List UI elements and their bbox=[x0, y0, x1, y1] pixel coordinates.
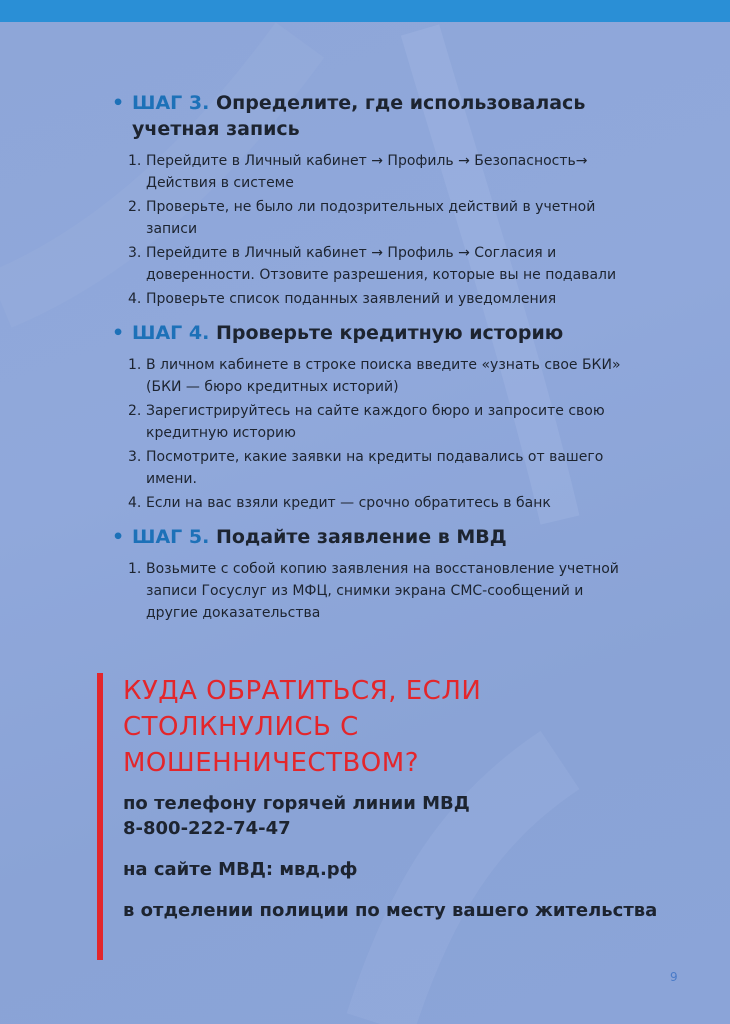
step-3-list bbox=[110, 150, 630, 310]
step-4-heading bbox=[110, 320, 630, 346]
list-item: 3. Посмотрите, какие заявки на кредиты подавались от вашего имени. bbox=[128, 449, 604, 487]
bullet-icon: • bbox=[112, 322, 125, 344]
list-item: 1. В личном кабинете в строке поиска введите «узнать свое БКИ» (БКИ — бюро кредитных историй) bbox=[128, 357, 621, 395]
list-item: 2. Проверьте, не было ли подозрительных действий в учетной записи bbox=[128, 199, 596, 237]
step-5-label: ШАГ 5. bbox=[132, 526, 210, 548]
top-bar bbox=[0, 0, 730, 22]
contact-section bbox=[97, 673, 663, 960]
police-block: в отделении полиции по месту вашего жительства bbox=[123, 900, 658, 921]
step-4-title: Проверьте кредитную историю bbox=[215, 322, 564, 344]
list-item: 2. Зарегистрируйтесь на сайте каждого бюро и запросите свою кредитную историю bbox=[128, 403, 605, 441]
steps-section bbox=[110, 90, 630, 634]
site-block[interactable]: на сайте МВД: мвд.рф bbox=[123, 859, 358, 880]
step-3-heading bbox=[110, 90, 630, 142]
list-item: 3. Перейдите в Личный кабинет → Профиль → Согласия и доверенности. Отзовите разрешения, которые вы не подавали bbox=[128, 245, 617, 283]
step-3-title: Определите, где использовалась учетная запись bbox=[132, 92, 586, 140]
list-item: 4. Проверьте список поданных заявлений и уведомления bbox=[128, 291, 557, 307]
hotline-block bbox=[123, 791, 663, 841]
list-item: 1. Возьмите с собой копию заявления на восстановление учетной записи Госуслуг из МФЦ, снимки экрана СМС-сообщений и другие доказательства bbox=[128, 561, 619, 621]
step-4-list bbox=[110, 354, 630, 514]
hotline-label: по телефону горячей линии МВД bbox=[123, 793, 470, 814]
hotline-number[interactable]: 8-800-222-74-47 bbox=[123, 818, 291, 839]
step-5-title: Подайте заявление в МВД bbox=[215, 526, 507, 548]
step-5-heading bbox=[110, 524, 630, 550]
list-item: 4. Если на вас взяли кредит — срочно обратитесь в банк bbox=[128, 495, 551, 511]
step-5-list bbox=[110, 558, 630, 624]
bullet-icon: • bbox=[112, 526, 125, 548]
page-number: 9 bbox=[670, 970, 678, 984]
step-3-label: ШАГ 3. bbox=[132, 92, 210, 114]
step-4-label: ШАГ 4. bbox=[132, 322, 210, 344]
contact-heading: КУДА ОБРАТИТЬСЯ, ЕСЛИ СТОЛКНУЛИСЬ С МОШЕННИЧЕСТВОМ? bbox=[123, 676, 482, 778]
list-item: 1. Перейдите в Личный кабинет → Профиль → Безопасность→ Действия в системе bbox=[128, 153, 588, 191]
bullet-icon: • bbox=[112, 92, 125, 114]
